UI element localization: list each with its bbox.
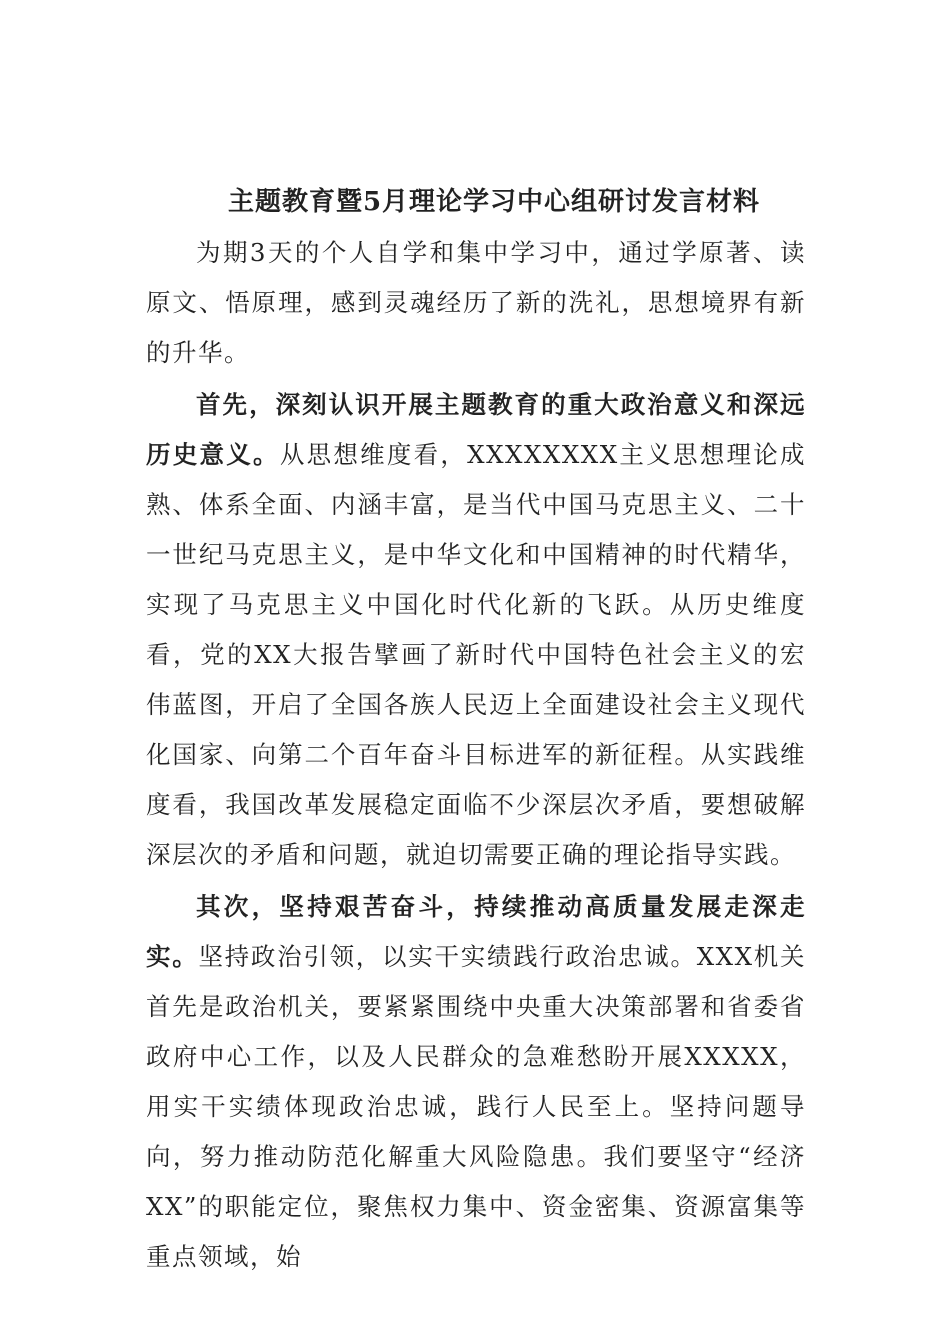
paragraph-body: 坚持政治引领，以实干实绩践行政治忠诚。XXX机关首先是政治机关，要紧紧围绕中央重大决策部署和省委省政府中心工作，以及人民群众的急难愁盼开展XXXXX，用实干实绩体现政治忠诚，践行人民至上。坚持问题导向，努力推动防范化解重大风险隐患。我们要坚守“经济XX”的职能定位，聚焦权力集中、资金密集、资源富集等重点领域，始 bbox=[146, 942, 806, 1271]
paragraph-body: 从思想维度看，XXXXXXXX主义思想理论成熟、体系全面、内涵丰富，是当代中国马克思主义、二十一世纪马克思主义，是中华文化和中国精神的时代精华，实现了马克思主义中国化时代化新的飞跃。从历史维度看，党的XX大报告擘画了新时代中国特色社会主义的宏伟蓝图，开启了全国各族人民迈上全面建设社会主义现代化国家、向第二个百年奋斗目标进军的新征程。从实践维度看，我国改革发展稳定面临不少深层次矛盾，要想破解深层次的矛盾和问题，就迫切需要正确的理论指导实践。 bbox=[146, 440, 806, 869]
paragraph-first-point bbox=[146, 380, 806, 880]
paragraph-body: 为期3天的个人自学和集中学习中，通过学原著、读原文、悟原理，感到灵魂经历了新的洗礼，思想境界有新的升华。 bbox=[146, 238, 806, 367]
paragraph-lead-heading: 首先，深刻认识开展主题教育的重大政治意义和深远历史意义。 bbox=[146, 390, 806, 469]
paragraph-second-point bbox=[146, 882, 806, 1282]
document-body bbox=[146, 176, 806, 1282]
paragraph-intro bbox=[146, 228, 806, 378]
document-title: 主题教育暨5月理论学习中心组研讨发言材料 bbox=[227, 187, 761, 217]
paragraph-lead-heading: 其次，坚持艰苦奋斗，持续推动高质量发展走深走实。 bbox=[146, 892, 806, 971]
